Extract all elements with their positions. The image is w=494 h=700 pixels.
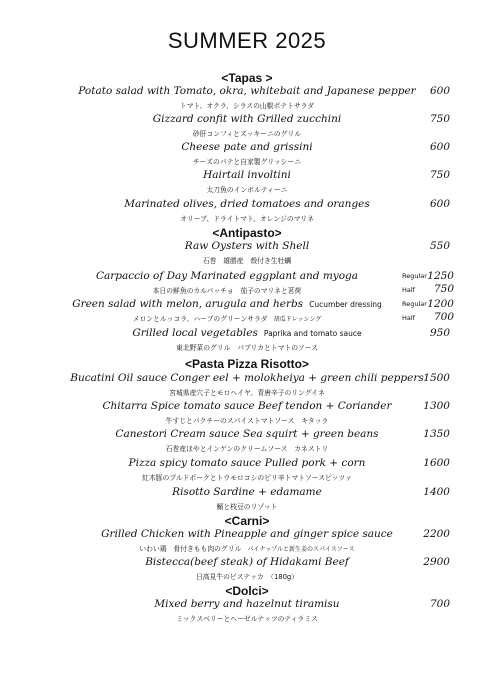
menu-title: SUMMER 2025 <box>167 28 327 53</box>
item-japanese-name: オリーブ、ドライトマト、オレンジのマリネ <box>180 215 314 223</box>
size-label-half: Half <box>402 314 415 322</box>
item-name: Cheese pate and grissini <box>181 141 313 153</box>
item-japanese-name: トマト、オクラ、シラスの山椒ポテトサラダ <box>179 102 315 110</box>
item-price: 600 <box>429 141 450 153</box>
item-name: Marinated olives, dried tomatoes and oranges <box>124 198 370 210</box>
item-price: 950 <box>429 327 450 339</box>
item-price: 2900 <box>423 556 450 568</box>
item-price: 2200 <box>423 528 450 540</box>
item-price: 1600 <box>423 457 450 469</box>
item-japanese-name: 宮城県産穴子とモロヘイヤ、青唐辛子のリングイネ <box>169 389 325 397</box>
item-name: Mixed berry and hazelnut tiramisu <box>154 598 340 610</box>
item-japanese-name: 鰯と枝豆のリゾット <box>216 503 278 511</box>
item-price: 700 <box>429 598 450 610</box>
item-name: Gizzard confit with Grilled zucchini <box>152 113 342 125</box>
item-japanese-name: 石巻 雄勝産 殻付き生牡蠣 <box>202 257 292 265</box>
item-name: Chitarra Spice tomato sauce Beef tendon + Coriander <box>102 400 392 412</box>
item-price: 1500 <box>423 372 450 384</box>
item-name: Hairtail involtini <box>203 169 291 181</box>
item-name: Risotto Sardine + edamame <box>172 486 322 498</box>
item-note: Cucumber dressing <box>309 300 382 309</box>
item-price: 600 <box>429 85 450 97</box>
item-price: 1300 <box>423 400 450 412</box>
item-price: 750 <box>429 169 450 181</box>
item-price: 1400 <box>423 486 450 498</box>
item-price: 550 <box>429 240 450 252</box>
item-japanese-name: ミックスベリーとヘーゼルナッツのティラミス <box>176 615 318 623</box>
item-name: Bucatini Oil sauce Conger eel + molokheiya + green chili peppers <box>70 372 424 384</box>
size-label-regular: Regular <box>402 300 427 308</box>
item-japanese-name: 紅木豚のプルドポークとトウモロコシのピリ辛トマトソースピッツァ <box>142 474 352 482</box>
size-label-regular: Regular <box>402 272 427 280</box>
item-price: 600 <box>429 198 450 210</box>
item-name: Carpaccio of Day Marinated eggplant and myoga <box>95 270 359 282</box>
item-name-text: Grilled local vegetables <box>132 327 258 339</box>
item-name: Bistecca(beef steak) of Hidakami Beef <box>145 556 349 568</box>
item-japanese-text: メロンとルッコラ、ハーブのグリーンサラダ <box>132 315 268 323</box>
item-japanese-name: 石巻産ほやとインゲンのクリームソース カネストリ <box>165 445 329 453</box>
item-name: Raw Oysters with Shell <box>184 240 310 252</box>
item-japanese-name: 太刀魚のインボルティーニ <box>206 186 288 194</box>
item-note: Paprika and tomato sauce <box>263 329 362 338</box>
regular-price: 1200 <box>427 298 454 310</box>
half-price: 700 <box>433 311 454 323</box>
item-japanese-name: 本日の鮮魚のカルパッチョ 茄子のマリネと茗荷 <box>152 287 302 295</box>
item-japanese-name: 砂肝コンフィとズッキーニのグリル <box>192 130 302 138</box>
section-heading-tapas: <Tapas > <box>221 71 273 85</box>
item-price: 750 <box>429 113 450 125</box>
item-japanese-name: 牛すじとパクチーのスパイストマトソース キタッラ <box>165 417 329 425</box>
section-heading-antipasto: <Antipasto> <box>212 226 282 240</box>
item-name: Grilled Chicken with Pineapple and ginger spice sauce <box>101 528 393 540</box>
item-japanese-text: いわい鶏 骨付きもも肉のグリル <box>139 545 242 553</box>
size-label-half: Half <box>402 286 415 294</box>
half-price: 750 <box>433 283 454 295</box>
section-heading-carni: <Carni> <box>224 514 270 528</box>
regular-price: 1250 <box>427 270 454 282</box>
item-japanese-name: 東北野菜のグリル パプリカとトマトのソース <box>176 344 318 352</box>
item-price: 1350 <box>423 428 450 440</box>
item-name-text: Green salad with melon, arugula and herbs <box>72 298 304 310</box>
item-japanese-name: 日高見牛のビステッカ （180g） <box>195 573 299 581</box>
item-name: Canestori Cream sauce Sea squirt + green beans <box>115 428 379 440</box>
section-heading-dolci: <Dolci> <box>225 584 269 598</box>
item-japanese-note: 胡瓜ドレッシング <box>273 316 322 323</box>
item-japanese-note: パイナップルと新生姜のスパイスソース <box>247 546 355 553</box>
item-japanese-name: チーズのパテと自家製グリッシーニ <box>192 158 302 166</box>
item-name: Pizza spicy tomato sauce Pulled pork + corn <box>128 457 366 469</box>
item-japanese-name <box>0 543 494 553</box>
item-name: Potato salad with Tomato, okra, whitebait and Japanese pepper <box>78 85 416 97</box>
section-heading-pasta: <Pasta Pizza Risotto> <box>184 357 310 371</box>
